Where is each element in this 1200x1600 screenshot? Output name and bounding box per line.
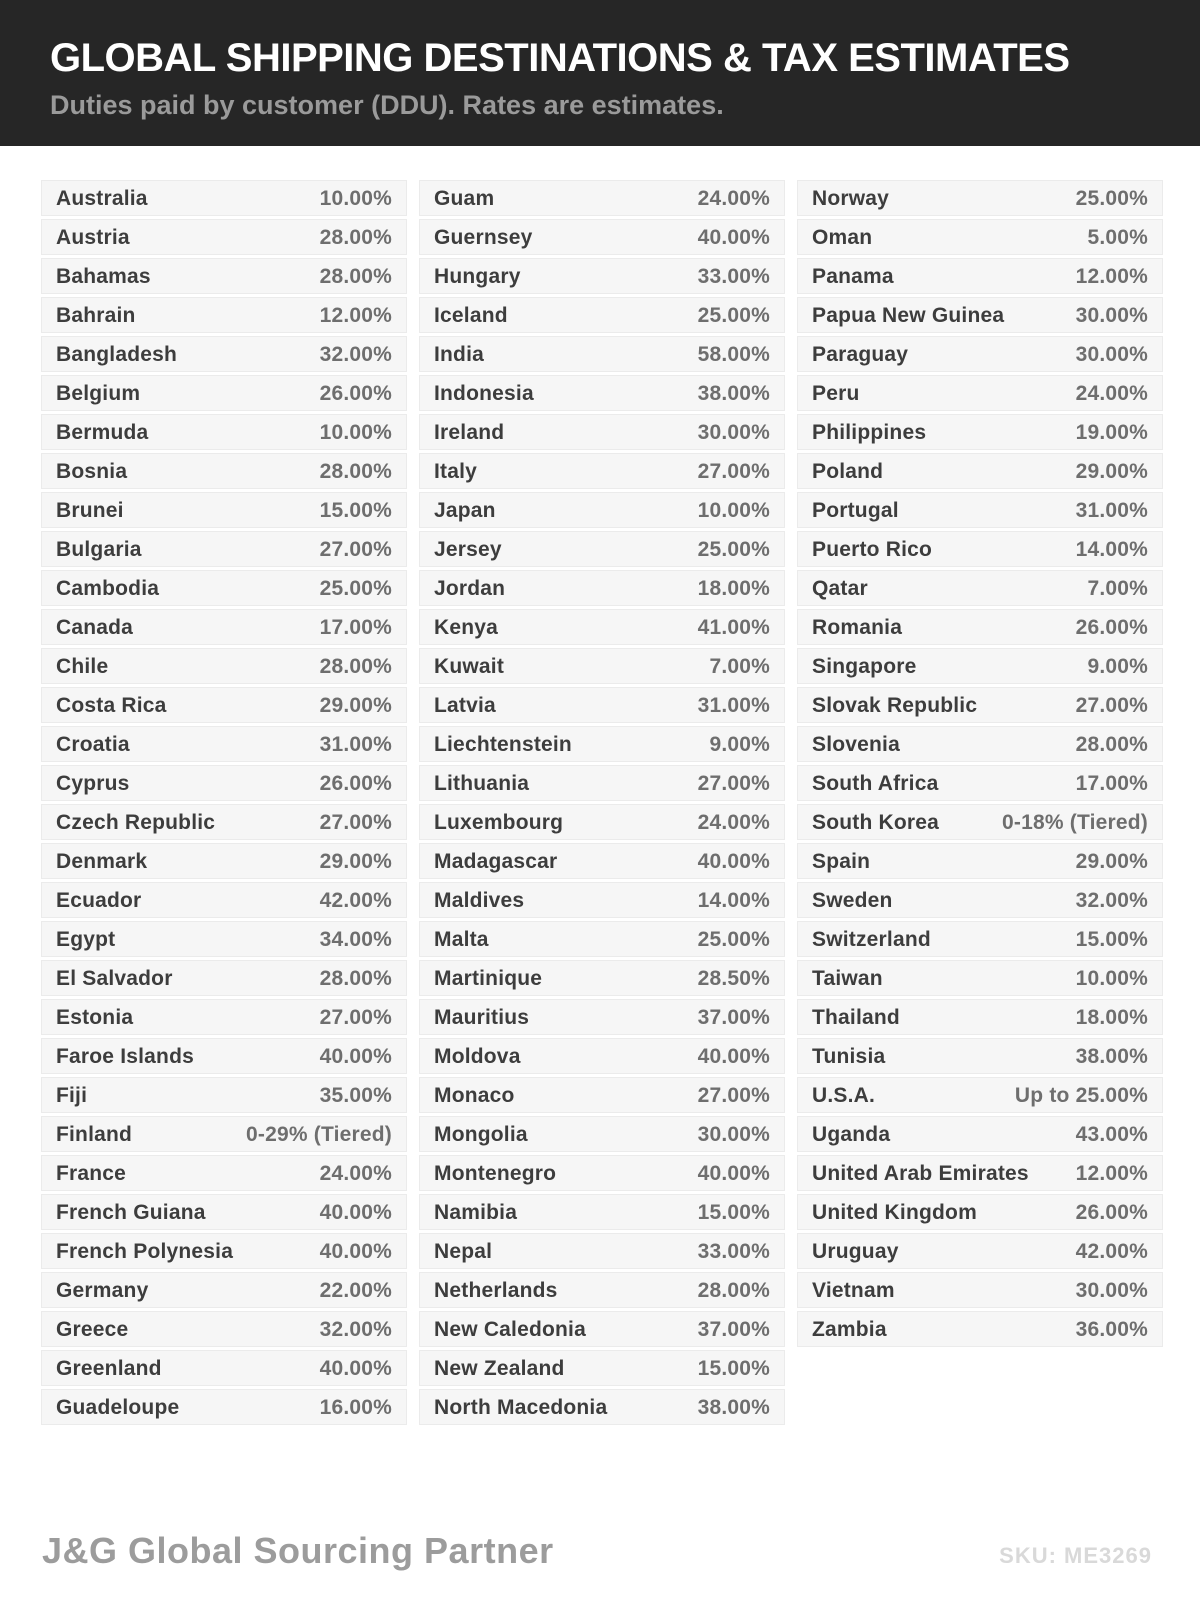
country-name: Peru <box>812 381 860 405</box>
country-name: Taiwan <box>812 966 883 990</box>
rate-row <box>797 414 1163 450</box>
country-name: India <box>434 342 485 366</box>
country-name: Ireland <box>434 420 505 444</box>
tax-rate: 40.00% <box>697 1044 770 1068</box>
rate-row <box>41 414 407 450</box>
rate-row <box>41 960 407 996</box>
tax-rate: 42.00% <box>1075 1239 1148 1263</box>
rates-column-3 <box>797 180 1163 1350</box>
country-name: Slovenia <box>812 732 900 756</box>
rate-row <box>41 1038 407 1074</box>
rate-row <box>419 609 785 645</box>
country-name: Portugal <box>812 498 899 522</box>
rate-row <box>419 1272 785 1308</box>
country-name: French Polynesia <box>56 1239 234 1263</box>
rate-row <box>419 492 785 528</box>
country-name: Spain <box>812 849 871 873</box>
country-name: France <box>56 1161 127 1185</box>
rate-row <box>419 999 785 1035</box>
tax-rate: 31.00% <box>1075 498 1148 522</box>
country-name: Montenegro <box>434 1161 557 1185</box>
tax-rate: 40.00% <box>697 225 770 249</box>
tax-rate: 26.00% <box>1075 615 1148 639</box>
rate-row <box>41 1155 407 1191</box>
tax-rate: 16.00% <box>319 1395 392 1419</box>
country-name: South Korea <box>812 810 940 834</box>
rate-row <box>41 687 407 723</box>
rate-row <box>797 219 1163 255</box>
country-name: Romania <box>812 615 903 639</box>
country-name: Namibia <box>434 1200 518 1224</box>
tax-rate: 32.00% <box>1075 888 1148 912</box>
rate-row <box>797 1038 1163 1074</box>
rate-row <box>797 531 1163 567</box>
tax-rate: 26.00% <box>1075 1200 1148 1224</box>
rate-row <box>797 297 1163 333</box>
country-name: Kuwait <box>434 654 505 678</box>
tax-rate: 10.00% <box>319 420 392 444</box>
rate-row <box>41 453 407 489</box>
tax-rate: 24.00% <box>697 810 770 834</box>
country-name: North Macedonia <box>434 1395 608 1419</box>
country-name: Puerto Rico <box>812 537 933 561</box>
country-name: Kenya <box>434 615 499 639</box>
rate-row <box>419 687 785 723</box>
rate-row <box>419 648 785 684</box>
country-name: Indonesia <box>434 381 534 405</box>
rate-row <box>419 1077 785 1113</box>
rate-row <box>797 1155 1163 1191</box>
country-name: Canada <box>56 615 134 639</box>
country-name: Ecuador <box>56 888 142 912</box>
rate-row <box>41 297 407 333</box>
rate-row <box>41 1233 407 1269</box>
tax-rate: 40.00% <box>319 1200 392 1224</box>
tax-rate: 29.00% <box>319 849 392 873</box>
tax-rate: 15.00% <box>1075 927 1148 951</box>
tax-rate: 32.00% <box>319 1317 392 1341</box>
rate-row <box>419 297 785 333</box>
rate-row <box>419 1038 785 1074</box>
rate-row <box>797 570 1163 606</box>
country-name: Bahamas <box>56 264 151 288</box>
rate-row <box>41 765 407 801</box>
rate-row <box>797 921 1163 957</box>
rate-row <box>41 258 407 294</box>
tax-rate: 28.00% <box>319 654 392 678</box>
country-name: Cyprus <box>56 771 130 795</box>
tax-rate: 5.00% <box>1087 225 1148 249</box>
tax-rate: 40.00% <box>319 1356 392 1380</box>
country-name: Estonia <box>56 1005 134 1029</box>
tax-rate: 28.00% <box>319 225 392 249</box>
rate-row <box>41 1350 407 1386</box>
country-name: Australia <box>56 186 148 210</box>
tax-rate: 9.00% <box>1087 654 1148 678</box>
tax-rate: 25.00% <box>319 576 392 600</box>
country-name: Poland <box>812 459 884 483</box>
country-name: Madagascar <box>434 849 558 873</box>
page-title: GLOBAL SHIPPING DESTINATIONS & TAX ESTIMATES <box>50 36 1070 80</box>
tax-rate: 26.00% <box>319 381 392 405</box>
rate-row <box>797 999 1163 1035</box>
rate-row <box>419 1194 785 1230</box>
rate-row <box>41 843 407 879</box>
rate-row <box>41 219 407 255</box>
rate-row <box>419 1116 785 1152</box>
rate-row <box>419 882 785 918</box>
tax-rate: 29.00% <box>1075 849 1148 873</box>
rate-row <box>419 531 785 567</box>
rate-row <box>419 1311 785 1347</box>
tax-rate: 31.00% <box>697 693 770 717</box>
tax-rate: 27.00% <box>319 810 392 834</box>
country-name: Guernsey <box>434 225 533 249</box>
tax-rate: 12.00% <box>1075 264 1148 288</box>
tax-rate: 40.00% <box>697 849 770 873</box>
country-name: Jordan <box>434 576 506 600</box>
country-name: Uruguay <box>812 1239 899 1263</box>
rate-row <box>797 1194 1163 1230</box>
tax-rate: 27.00% <box>697 771 770 795</box>
rate-row <box>797 1311 1163 1347</box>
tax-rate: 27.00% <box>1075 693 1148 717</box>
country-name: Switzerland <box>812 927 931 951</box>
country-name: Japan <box>434 498 496 522</box>
tax-rate: 25.00% <box>697 303 770 327</box>
tax-rate: 28.00% <box>319 264 392 288</box>
tax-rate: 27.00% <box>319 537 392 561</box>
tax-rate: 15.00% <box>319 498 392 522</box>
tax-rate: 26.00% <box>319 771 392 795</box>
country-name: Nepal <box>434 1239 493 1263</box>
tax-rate: 28.00% <box>319 459 392 483</box>
country-name: Sweden <box>812 888 893 912</box>
country-name: United Arab Emirates <box>812 1161 1029 1185</box>
country-name: Monaco <box>434 1083 515 1107</box>
tax-rate: 30.00% <box>1075 303 1148 327</box>
country-name: Oman <box>812 225 873 249</box>
tax-rate: 15.00% <box>697 1200 770 1224</box>
rate-row <box>41 1389 407 1425</box>
rate-row <box>419 336 785 372</box>
tax-rate: 27.00% <box>697 459 770 483</box>
rate-row <box>419 375 785 411</box>
tax-rate: 41.00% <box>697 615 770 639</box>
tax-rate: 36.00% <box>1075 1317 1148 1341</box>
country-name: Tunisia <box>812 1044 886 1068</box>
rate-row <box>41 921 407 957</box>
rate-row <box>797 1077 1163 1113</box>
country-name: Croatia <box>56 732 130 756</box>
country-name: Austria <box>56 225 130 249</box>
rate-row <box>419 258 785 294</box>
country-name: Costa Rica <box>56 693 167 717</box>
country-name: Malta <box>434 927 489 951</box>
country-name: New Zealand <box>434 1356 565 1380</box>
rate-row <box>797 609 1163 645</box>
page-subtitle: Duties paid by customer (DDU). Rates are estimates. <box>50 90 724 120</box>
country-name: French Guiana <box>56 1200 206 1224</box>
tax-rate: 19.00% <box>1075 420 1148 444</box>
tax-rate: 33.00% <box>697 264 770 288</box>
rate-row <box>797 843 1163 879</box>
rate-row <box>797 726 1163 762</box>
country-name: Philippines <box>812 420 927 444</box>
country-name: Egypt <box>56 927 116 951</box>
tax-rate: 34.00% <box>319 927 392 951</box>
rate-row <box>419 570 785 606</box>
country-name: Bermuda <box>56 420 149 444</box>
tax-rate: 29.00% <box>1075 459 1148 483</box>
rate-row <box>419 1350 785 1386</box>
country-name: Chile <box>56 654 109 678</box>
country-name: Singapore <box>812 654 917 678</box>
country-name: Finland <box>56 1122 133 1146</box>
tax-rate: 9.00% <box>709 732 770 756</box>
tax-rate: 33.00% <box>697 1239 770 1263</box>
tax-rate: 40.00% <box>319 1239 392 1263</box>
country-name: Thailand <box>812 1005 900 1029</box>
country-name: Cambodia <box>56 576 160 600</box>
tax-rate: 12.00% <box>319 303 392 327</box>
rate-row <box>797 1272 1163 1308</box>
rate-row <box>41 804 407 840</box>
tax-rate: 15.00% <box>697 1356 770 1380</box>
tax-rate: 58.00% <box>697 342 770 366</box>
tax-rates-table <box>41 180 1163 1428</box>
tax-rate: 18.00% <box>1075 1005 1148 1029</box>
country-name: Mauritius <box>434 1005 530 1029</box>
tax-rate: 25.00% <box>697 927 770 951</box>
tax-rate: 24.00% <box>697 186 770 210</box>
country-name: Guam <box>434 186 495 210</box>
tax-rate: 27.00% <box>697 1083 770 1107</box>
country-name: Jersey <box>434 537 502 561</box>
tax-rate: 14.00% <box>1075 537 1148 561</box>
rate-row <box>41 492 407 528</box>
tax-rate: 38.00% <box>697 1395 770 1419</box>
country-name: United Kingdom <box>812 1200 977 1224</box>
header-banner <box>0 0 1200 146</box>
country-name: U.S.A. <box>812 1083 876 1107</box>
rate-row <box>797 258 1163 294</box>
country-name: Qatar <box>812 576 868 600</box>
tax-rate: 29.00% <box>319 693 392 717</box>
country-name: Lithuania <box>434 771 530 795</box>
rate-row <box>797 804 1163 840</box>
tax-rate: 17.00% <box>1075 771 1148 795</box>
tax-rate: 30.00% <box>1075 342 1148 366</box>
rate-row <box>419 219 785 255</box>
tax-rate: 17.00% <box>319 615 392 639</box>
tax-rate: 0-18% (Tiered) <box>1002 810 1148 834</box>
sku-label: SKU: ME3269 <box>999 1543 1152 1568</box>
rate-row <box>797 492 1163 528</box>
country-name: Bahrain <box>56 303 136 327</box>
country-name: Bulgaria <box>56 537 142 561</box>
rate-row <box>797 1116 1163 1152</box>
tax-rate: 35.00% <box>319 1083 392 1107</box>
rate-row <box>41 1311 407 1347</box>
rate-row <box>41 999 407 1035</box>
tax-rate: 7.00% <box>1087 576 1148 600</box>
country-name: Guadeloupe <box>56 1395 180 1419</box>
rate-row <box>41 531 407 567</box>
country-name: Paraguay <box>812 342 909 366</box>
country-name: Vietnam <box>812 1278 895 1302</box>
rate-row <box>419 726 785 762</box>
brand-name: J&G Global Sourcing Partner <box>42 1530 554 1571</box>
rate-row <box>41 1077 407 1113</box>
rate-row <box>41 1272 407 1308</box>
rate-row <box>419 765 785 801</box>
tax-rate: 42.00% <box>319 888 392 912</box>
country-name: South Africa <box>812 771 939 795</box>
rate-row <box>419 1233 785 1269</box>
tax-rate: 10.00% <box>1075 966 1148 990</box>
country-name: Germany <box>56 1278 149 1302</box>
tax-rate: 40.00% <box>319 1044 392 1068</box>
country-name: Bosnia <box>56 459 128 483</box>
country-name: Italy <box>434 459 478 483</box>
tax-rate: 32.00% <box>319 342 392 366</box>
rate-row <box>797 687 1163 723</box>
country-name: Martinique <box>434 966 543 990</box>
rate-row <box>41 570 407 606</box>
tax-rate: 28.50% <box>697 966 770 990</box>
country-name: Bangladesh <box>56 342 178 366</box>
country-name: Greenland <box>56 1356 162 1380</box>
tax-rate: 22.00% <box>319 1278 392 1302</box>
rate-row <box>797 336 1163 372</box>
rate-row <box>419 414 785 450</box>
country-name: Panama <box>812 264 894 288</box>
rate-row <box>419 960 785 996</box>
rate-row <box>41 180 407 216</box>
rate-row <box>419 1155 785 1191</box>
rate-row <box>419 921 785 957</box>
country-name: Denmark <box>56 849 148 873</box>
tax-rate: 10.00% <box>319 186 392 210</box>
rates-column-2 <box>419 180 785 1428</box>
rate-row <box>797 375 1163 411</box>
country-name: Slovak Republic <box>812 693 978 717</box>
tax-rate: 25.00% <box>697 537 770 561</box>
tax-rate: 10.00% <box>697 498 770 522</box>
country-name: Fiji <box>56 1083 88 1107</box>
country-name: Zambia <box>812 1317 887 1341</box>
rate-row <box>797 453 1163 489</box>
rate-row <box>797 1233 1163 1269</box>
rate-row <box>419 453 785 489</box>
tax-rate: 0-29% (Tiered) <box>246 1122 392 1146</box>
rate-row <box>419 843 785 879</box>
rate-row <box>797 180 1163 216</box>
footer <box>42 1530 1152 1572</box>
rate-row <box>797 960 1163 996</box>
tax-rate: 40.00% <box>697 1161 770 1185</box>
rate-row <box>419 180 785 216</box>
rate-row <box>797 765 1163 801</box>
tax-rate: 43.00% <box>1075 1122 1148 1146</box>
country-name: El Salvador <box>56 966 173 990</box>
rate-row <box>419 1389 785 1425</box>
tax-rate: 37.00% <box>697 1005 770 1029</box>
rate-row <box>41 336 407 372</box>
tax-rate: 28.00% <box>697 1278 770 1302</box>
rate-row <box>797 882 1163 918</box>
country-name: New Caledonia <box>434 1317 586 1341</box>
tax-rate: 38.00% <box>1075 1044 1148 1068</box>
rate-row <box>41 375 407 411</box>
country-name: Mongolia <box>434 1122 528 1146</box>
tax-rate: 12.00% <box>1075 1161 1148 1185</box>
country-name: Moldova <box>434 1044 521 1068</box>
country-name: Luxembourg <box>434 810 564 834</box>
tax-rate: 27.00% <box>319 1005 392 1029</box>
rate-row <box>41 648 407 684</box>
tax-rate: 25.00% <box>1075 186 1148 210</box>
rate-row <box>41 726 407 762</box>
country-name: Latvia <box>434 693 496 717</box>
tax-rate: 37.00% <box>697 1317 770 1341</box>
rate-row <box>797 648 1163 684</box>
country-name: Liechtenstein <box>434 732 572 756</box>
country-name: Hungary <box>434 264 521 288</box>
country-name: Netherlands <box>434 1278 558 1302</box>
country-name: Faroe Islands <box>56 1044 194 1068</box>
tax-rate: 14.00% <box>697 888 770 912</box>
rate-row <box>419 804 785 840</box>
country-name: Belgium <box>56 381 141 405</box>
tax-rate: Up to 25.00% <box>1014 1083 1148 1107</box>
country-name: Maldives <box>434 888 525 912</box>
rate-row <box>41 1116 407 1152</box>
country-name: Brunei <box>56 498 124 522</box>
tax-rate: 24.00% <box>1075 381 1148 405</box>
country-name: Norway <box>812 186 890 210</box>
country-name: Czech Republic <box>56 810 216 834</box>
country-name: Greece <box>56 1317 129 1341</box>
tax-rate: 31.00% <box>319 732 392 756</box>
rate-row <box>41 882 407 918</box>
tax-rate: 38.00% <box>697 381 770 405</box>
country-name: Iceland <box>434 303 508 327</box>
tax-rate: 30.00% <box>1075 1278 1148 1302</box>
tax-rate: 7.00% <box>709 654 770 678</box>
tax-rate: 28.00% <box>1075 732 1148 756</box>
rate-row <box>41 609 407 645</box>
tax-rate: 30.00% <box>697 420 770 444</box>
tax-rate: 28.00% <box>319 966 392 990</box>
tax-rate: 30.00% <box>697 1122 770 1146</box>
tax-rate: 24.00% <box>319 1161 392 1185</box>
rates-column-1 <box>41 180 407 1428</box>
country-name: Papua New Guinea <box>812 303 1005 327</box>
tax-rate: 18.00% <box>697 576 770 600</box>
rate-row <box>41 1194 407 1230</box>
country-name: Uganda <box>812 1122 891 1146</box>
